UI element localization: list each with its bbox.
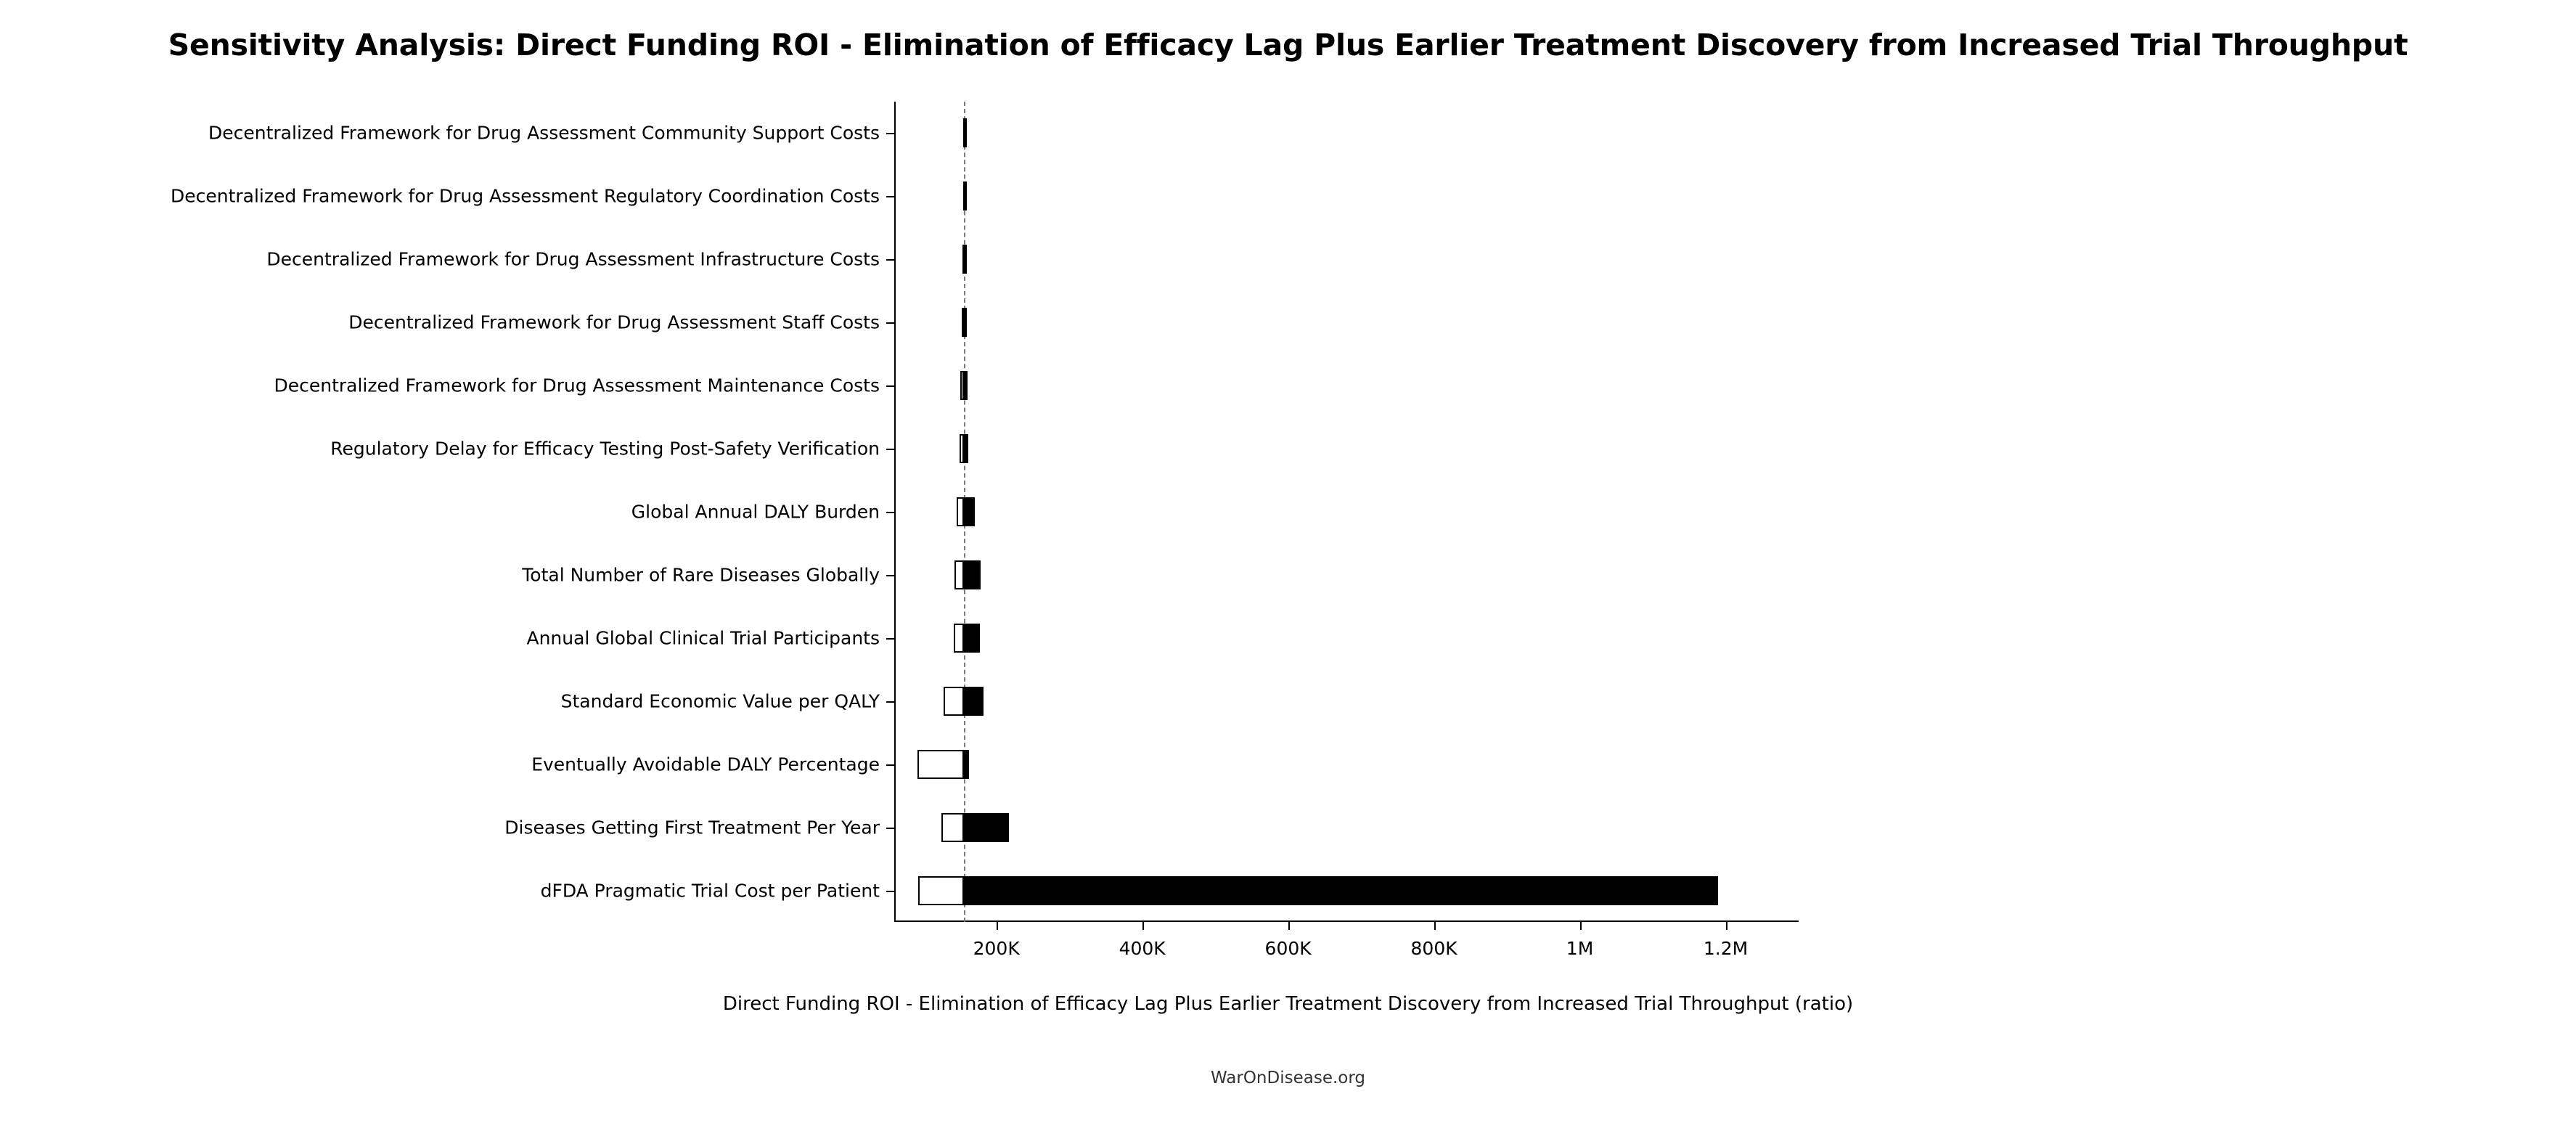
x-axis-tick — [997, 922, 998, 930]
y-axis-tick — [886, 828, 894, 829]
x-axis-tick-label: 400K — [1119, 938, 1166, 959]
bar-high — [964, 624, 979, 653]
bar-high — [964, 876, 1718, 905]
y-axis-tick — [886, 133, 894, 134]
y-axis-tick — [886, 322, 894, 324]
y-axis-label: Global Annual DALY Burden — [631, 501, 880, 523]
bar-high — [964, 434, 968, 463]
y-axis-tick — [886, 259, 894, 261]
y-axis-tick — [886, 196, 894, 197]
y-axis-label: Decentralized Framework for Drug Assessment Regulatory Coordination Costs — [170, 185, 880, 207]
bar-low — [918, 876, 964, 905]
x-axis-tick-label: 800K — [1410, 938, 1457, 959]
y-axis-tick — [886, 764, 894, 766]
y-axis-label: Regulatory Delay for Efficacy Testing Post-Safety Verification — [330, 438, 880, 460]
bar-high — [964, 118, 967, 147]
watermark: WarOnDisease.org — [1211, 1069, 1365, 1087]
bar-high — [964, 687, 983, 716]
x-axis-tick — [1726, 922, 1727, 930]
bar-high — [964, 308, 967, 337]
plot-area — [894, 102, 1799, 922]
y-axis-label: Diseases Getting First Treatment Per Year — [504, 817, 880, 838]
y-axis-label: Standard Economic Value per QALY — [560, 690, 880, 712]
x-axis-tick-label: 1.2M — [1703, 938, 1749, 959]
y-axis-tick — [886, 638, 894, 640]
y-axis-tick — [886, 512, 894, 513]
x-axis-tick — [1434, 922, 1436, 930]
bar-high — [964, 813, 1008, 842]
x-axis-tick — [1288, 922, 1290, 930]
x-axis-tick-label: 200K — [973, 938, 1020, 959]
bar-low — [944, 687, 964, 716]
bar-low — [954, 624, 964, 653]
y-axis-tick — [886, 701, 894, 703]
y-axis-label: Decentralized Framework for Drug Assessment Community Support Costs — [208, 122, 880, 144]
y-axis-tick — [886, 449, 894, 450]
x-axis-title: Direct Funding ROI - Elimination of Efficacy Lag Plus Earlier Treatment Discovery from Increased Trial Throughput (ratio) — [722, 993, 1854, 1015]
x-axis-tick-label: 1M — [1566, 938, 1594, 959]
y-axis-label: Annual Global Clinical Trial Participants — [526, 627, 880, 649]
bar-high — [964, 560, 980, 589]
bar-low — [941, 813, 964, 842]
y-axis-label: Decentralized Framework for Drug Assessment Maintenance Costs — [274, 375, 880, 396]
x-axis-tick — [1580, 922, 1582, 930]
bar-low — [917, 750, 964, 779]
bar-low — [957, 497, 964, 526]
y-axis-label: Eventually Avoidable DALY Percentage — [531, 754, 880, 775]
y-axis-label: Decentralized Framework for Drug Assessment Infrastructure Costs — [266, 248, 880, 270]
bar-low — [954, 560, 964, 589]
x-axis-tick — [1142, 922, 1144, 930]
y-axis-label: dFDA Pragmatic Trial Cost per Patient — [540, 880, 880, 902]
y-axis-tick — [886, 575, 894, 576]
y-axis-label: Total Number of Rare Diseases Globally — [522, 564, 880, 586]
bar-high — [964, 245, 967, 274]
bar-high — [964, 497, 974, 526]
chart-title: Sensitivity Analysis: Direct Funding ROI - Elimination of Efficacy Lag Plus Earlier Treatment Discovery from Increased Trial Throughput — [168, 28, 2408, 62]
bar-high — [964, 750, 969, 779]
bar-high — [964, 181, 967, 211]
y-axis-tick — [886, 891, 894, 892]
y-axis-label: Decentralized Framework for Drug Assessment Staff Costs — [348, 311, 880, 333]
plot-frame — [894, 102, 1799, 922]
y-axis-tick — [886, 385, 894, 387]
x-axis-tick-label: 600K — [1264, 938, 1312, 959]
bar-high — [964, 371, 968, 400]
